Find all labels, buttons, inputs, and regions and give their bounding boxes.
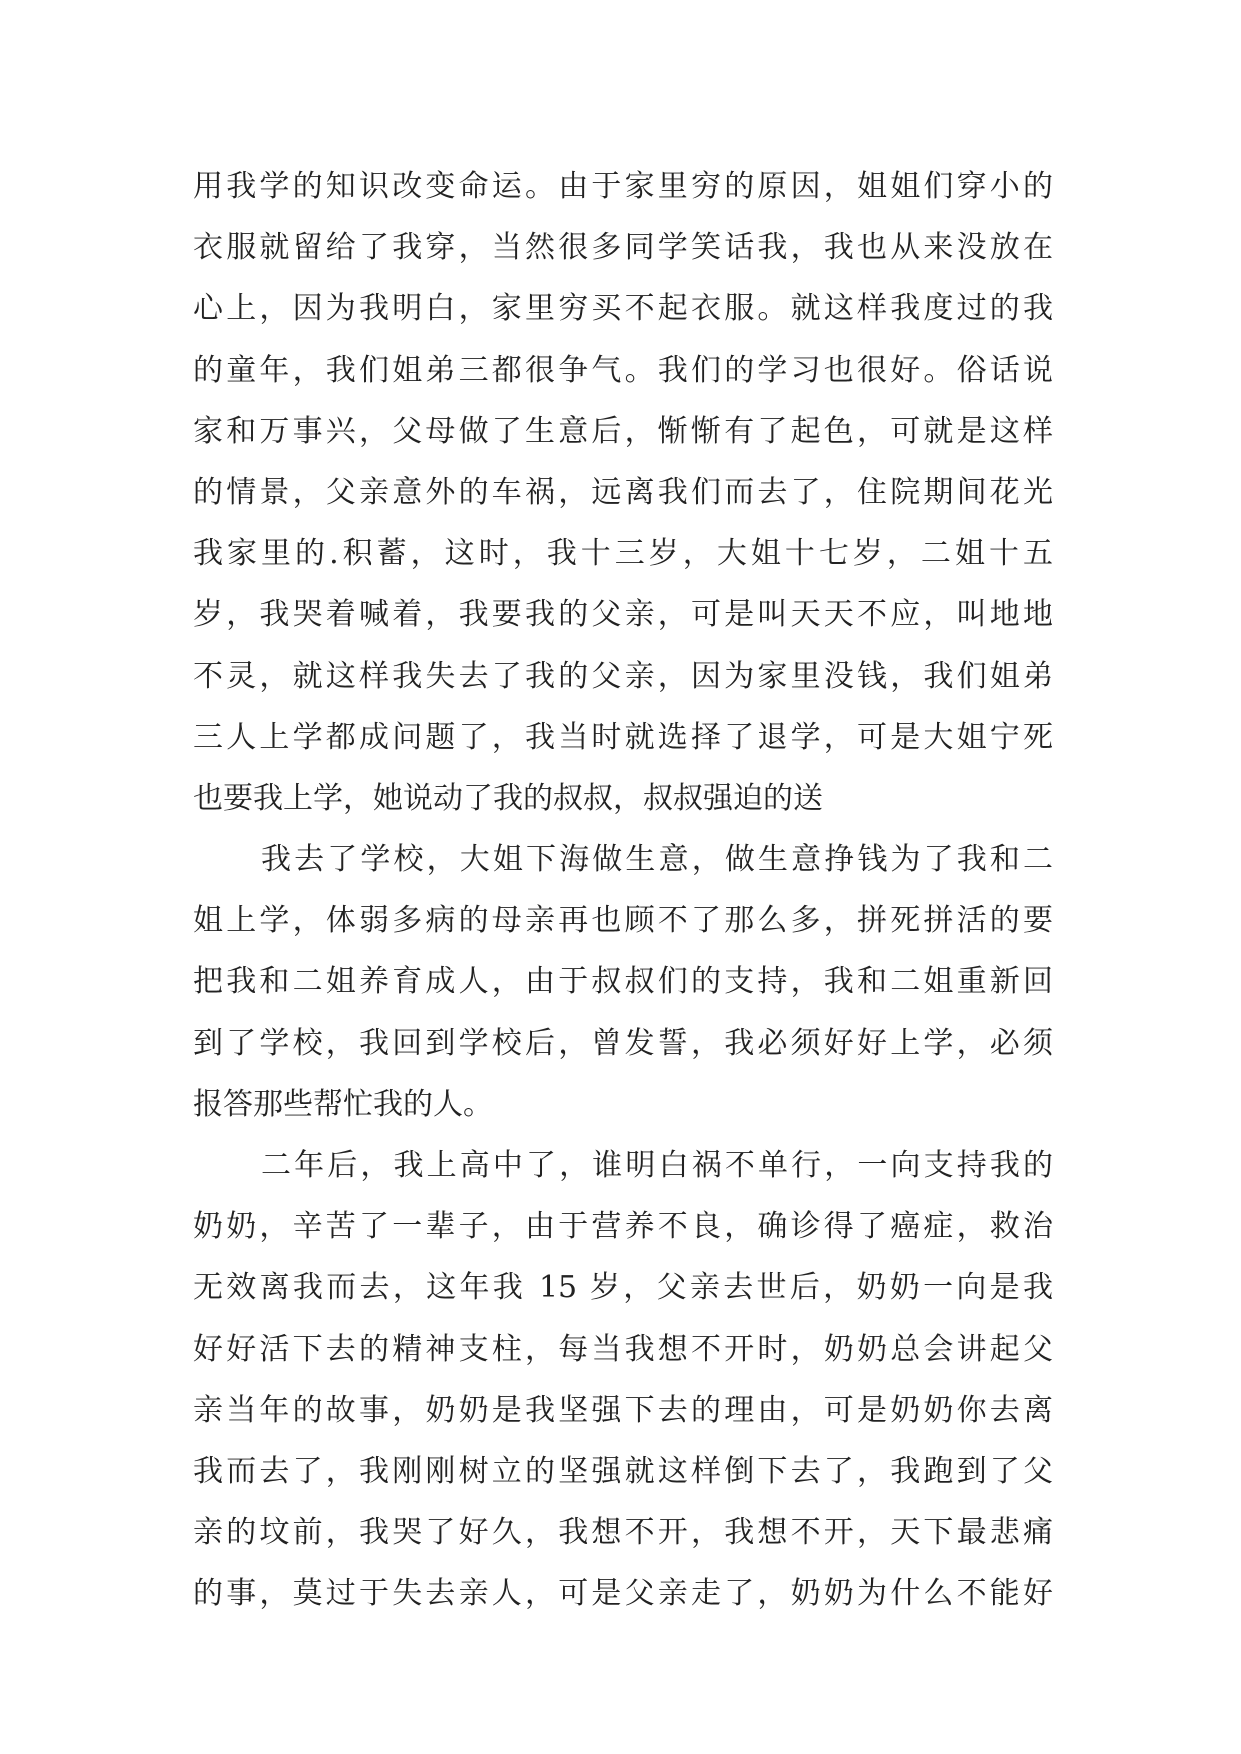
document-body: [193, 156, 1053, 1625]
text-line: 我去了学校，大姐下海做生意，做生意挣钱为了我和二: [261, 842, 1053, 878]
text-line: 衣服就留给了我穿，当然很多同学笑话我，我也从来没放在: [193, 230, 1053, 266]
text-line: 奶奶，辛苦了一辈子，由于营养不良，确诊得了癌症，救治: [193, 1209, 1053, 1245]
text-line: 心上，因为我明白，家里穷买不起衣服。就这样我度过的我: [193, 291, 1053, 327]
text-line: 二年后，我上高中了，谁明白祸不单行，一向支持我的: [261, 1148, 1053, 1183]
text-line: 的事，莫过于失去亲人，可是父亲走了，奶奶为什么不能好: [193, 1576, 1053, 1612]
text-line: 报答那些帮忙我的人。: [193, 1086, 493, 1122]
text-line: 把我和二姐养育成人，由于叔叔们的支持，我和二姐重新回: [193, 964, 1053, 1000]
text-line: 我而去了，我刚刚树立的坚强就这样倒下去了，我跑到了父: [193, 1453, 1053, 1489]
text-line: 三人上学都成问题了，我当时就选择了退学，可是大姐宁死: [193, 719, 1053, 755]
text-line: 姐上学，体弱多病的母亲再也顾不了那么多，拼死拼活的要: [193, 903, 1053, 939]
paragraph-2: [193, 829, 1053, 1135]
text-line: 我家里的.积蓄，这时，我十三岁，大姐十七岁，二姐十五: [193, 536, 1053, 572]
text-line: 无效离我而去，这年我 15 岁，父亲去世后，奶奶一向是我: [193, 1270, 1053, 1306]
text-line: 岁，我哭着喊着，我要我的父亲，可是叫天天不应，叫地地: [193, 597, 1053, 633]
text-line: 到了学校，我回到学校后，曾发誓，我必须好好上学，必须: [193, 1025, 1053, 1061]
text-line: 亲的坟前，我哭了好久，我想不开，我想不开，天下最悲痛: [193, 1515, 1053, 1551]
paragraph-3: [193, 1135, 1053, 1625]
text-line: 用我学的知识改变命运。由于家里穷的原因，姐姐们穿小的: [193, 169, 1053, 204]
paragraph-1: [193, 156, 1053, 829]
text-line: 家和万事兴，父母做了生意后，惭惭有了起色，可就是这样: [193, 413, 1053, 449]
text-line: 亲当年的故事，奶奶是我坚强下去的理由，可是奶奶你去离: [193, 1392, 1053, 1428]
text-line: 也要我上学，她说动了我的叔叔，叔叔强迫的送: [193, 780, 823, 816]
text-line: 不灵，就这样我失去了我的父亲，因为家里没钱，我们姐弟: [193, 658, 1053, 694]
text-line: 的童年，我们姐弟三都很争气。我们的学习也很好。俗话说: [193, 352, 1053, 388]
text-line: 的情景，父亲意外的车祸，远离我们而去了，住院期间花光: [193, 474, 1053, 510]
text-line: 好好活下去的精神支柱，每当我想不开时，奶奶总会讲起父: [193, 1331, 1053, 1367]
